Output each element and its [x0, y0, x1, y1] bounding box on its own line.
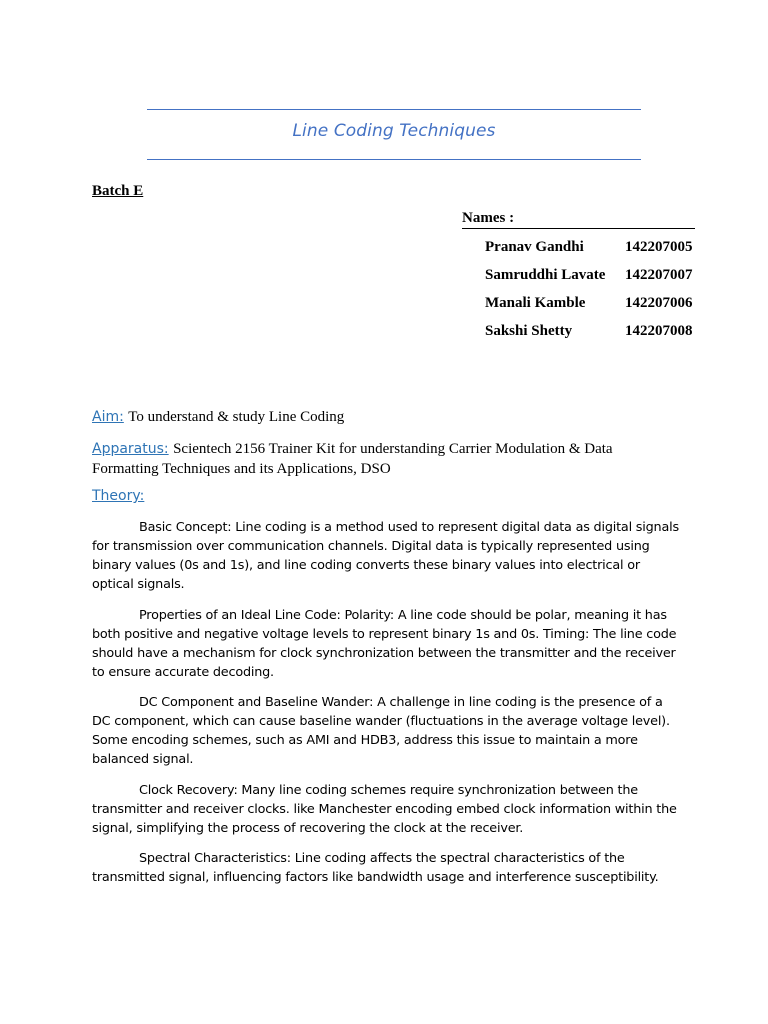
- member-id: 142207006: [625, 295, 693, 311]
- member-name: Manali Kamble: [485, 295, 586, 311]
- theory-paragraph: Spectral Characteristics: Line coding affects the spectral characteristics of the transmitted signal, influencing factors like bandwidth usage and interference susceptibility.: [92, 851, 659, 885]
- theory-paragraph: Basic Concept: Line coding is a method used to represent digital data as digital signals for transmission over communication channels. Digital data is typically represented using binary values (0s and 1s), and line coding converts these binary values into electrical or optical signals.: [92, 520, 679, 592]
- member-name: Sakshi Shetty: [485, 323, 573, 339]
- document-title: Line Coding Techniques: [292, 121, 496, 141]
- member-row: [485, 295, 700, 312]
- aim-text: To understand & study Line Coding: [128, 409, 345, 425]
- aim-section: [92, 408, 344, 426]
- apparatus-text: Scientech 2156 Trainer Kit for understanding Carrier Modulation & Data Formatting Techniques and its Applications, DSO: [92, 441, 613, 477]
- aim-heading: Aim:: [92, 409, 124, 425]
- member-name: Pranav Gandhi: [485, 239, 584, 255]
- batch-label: Batch E: [92, 183, 144, 199]
- apparatus-section: [92, 439, 672, 479]
- member-name: Samruddhi Lavate: [485, 267, 606, 283]
- member-id: 142207007: [625, 267, 693, 283]
- member-id: 142207005: [625, 239, 693, 255]
- member-row: [485, 267, 700, 284]
- apparatus-heading: Apparatus:: [92, 441, 169, 457]
- names-label: Names :: [462, 210, 695, 229]
- theory-paragraph: Clock Recovery: Many line coding schemes require synchronization between the transmitter and receiver clocks. like Manchester encoding embed clock information within the signal, simplifying the process of recovering the clock at the receiver.: [92, 783, 677, 836]
- member-row: [485, 323, 700, 340]
- member-id: 142207008: [625, 323, 693, 339]
- title-rule-top: [147, 109, 641, 110]
- theory-paragraph: Properties of an Ideal Line Code: Polarity: A line code should be polar, meaning it has both positive and negative voltage levels to represent binary 1s and 0s. Timing: The line code should have a mechanism for clock synchronization between the transmitter and the receiver to ensure accurate decoding.: [92, 608, 677, 680]
- theory-paragraph: DC Component and Baseline Wander: A challenge in line coding is the presence of a DC component, which can cause baseline wander (fluctuations in the average voltage level). Some encoding schemes, such as AMI and HDB3, address this issue to maintain a more balanced signal.: [92, 695, 670, 767]
- member-row: [485, 239, 700, 256]
- title-rule-bottom: [147, 159, 641, 160]
- theory-heading: Theory:: [92, 488, 145, 504]
